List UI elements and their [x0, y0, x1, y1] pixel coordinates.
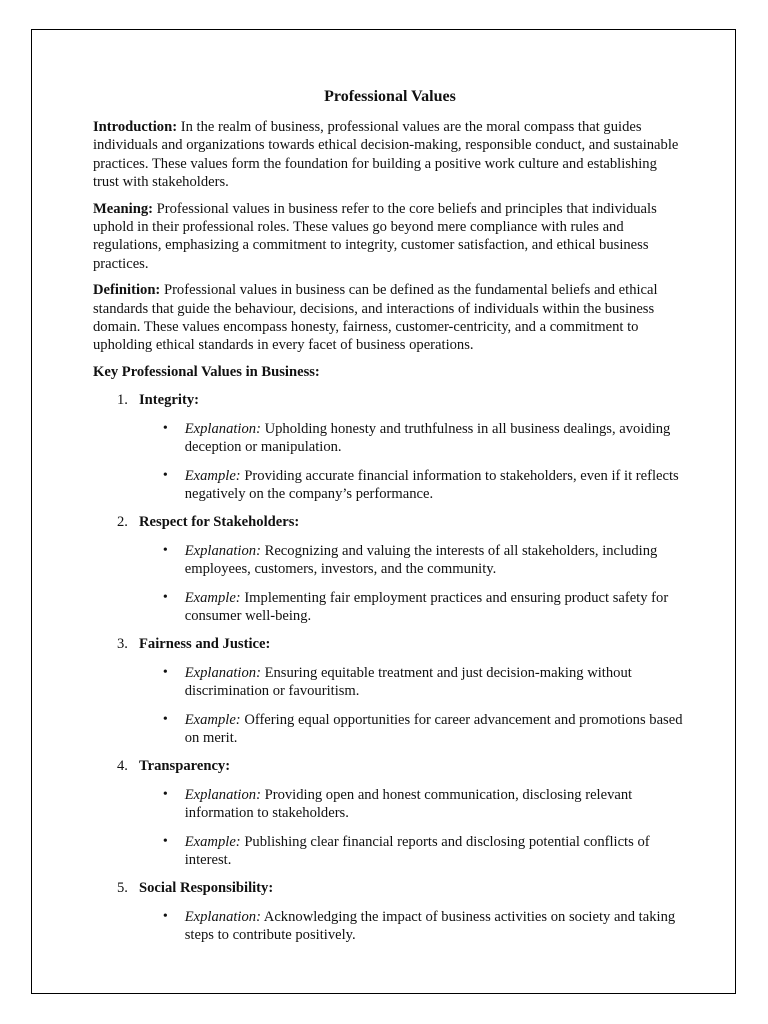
bullet-icon: • [162, 833, 168, 849]
bullet-icon: • [162, 908, 168, 924]
value-points [93, 542, 683, 626]
point-label: Example: [184, 711, 241, 728]
point-body: Recognizing and valuing the interests of all stakeholders, including employees, customers, investors, and the community. [184, 542, 658, 578]
point-label: Explanation: [184, 542, 261, 559]
bullet-icon: • [162, 786, 168, 802]
point-body: Acknowledging the impact of business activities on society and taking steps to contribute positively. [184, 908, 676, 944]
value-point [93, 786, 683, 823]
point-body: Ensuring equitable treatment and just decision-making without discrimination or favouritism. [184, 664, 632, 700]
point-text [185, 711, 683, 748]
point-body: Implementing fair employment practices and ensuring product safety for consumer well-being. [184, 589, 669, 624]
bullet-icon: • [162, 664, 168, 680]
intro-paragraph [93, 118, 683, 192]
value-point [93, 542, 683, 579]
value-number: 5. [117, 880, 128, 897]
value-number: 3. [117, 636, 128, 653]
value-title: Respect for Stakeholders: [139, 514, 300, 531]
meaning-paragraph [93, 200, 683, 274]
value-heading [93, 757, 683, 775]
value-point [93, 420, 683, 457]
value-number: 1. [117, 392, 128, 409]
point-text [185, 786, 683, 823]
intro-label: Introduction: [93, 119, 178, 135]
point-body: Providing open and honest communication, disclosing relevant information to stakeholders. [184, 786, 633, 822]
point-label: Explanation: [184, 908, 261, 925]
point-label: Example: [184, 589, 241, 606]
definition-text: Professional values in business can be defined as the fundamental beliefs and ethical standards that guide the behaviour, decisions, and interactions of individuals within the business domain. These values encompass honesty, fairness, customer-centricity, and a commitment to upholding ethical standards in every facet of business operations. [93, 282, 658, 354]
value-point [93, 664, 683, 701]
bullet-icon: • [162, 589, 168, 605]
value-points [93, 664, 683, 748]
value-heading [93, 879, 683, 897]
key-values-heading: Key Professional Values in Business: [93, 363, 320, 380]
value-item [93, 513, 683, 625]
value-heading [93, 635, 683, 653]
value-number: 4. [117, 758, 128, 775]
bullet-icon: • [162, 711, 168, 727]
bullet-icon: • [162, 467, 168, 483]
value-number: 2. [117, 514, 128, 531]
point-label: Example: [184, 833, 241, 850]
values-list [93, 391, 683, 944]
bullet-icon: • [162, 542, 168, 558]
value-heading [93, 391, 683, 409]
point-text [185, 467, 683, 504]
definition-paragraph [93, 281, 683, 355]
intro-text: In the realm of business, professional values are the moral compass that guides individuals and organizations towards ethical decision-making, responsible conduct, and sustainable practices. These values form the foundation for building a positive work culture and establishing trust with stakeholders. [93, 119, 679, 191]
value-title: Transparency: [139, 758, 231, 775]
point-label: Example: [184, 467, 241, 484]
point-label: Explanation: [184, 420, 261, 437]
point-text [185, 833, 683, 870]
point-text [185, 542, 683, 579]
point-body: Upholding honesty and truthfulness in all business dealings, avoiding deception or manipulation. [184, 420, 671, 456]
value-title: Social Responsibility: [139, 880, 274, 897]
value-item [93, 391, 683, 503]
point-body: Providing accurate financial information to stakeholders, even if it reflects negatively on the company’s performance. [184, 467, 679, 502]
value-item [93, 635, 683, 747]
point-label: Explanation: [184, 786, 261, 803]
value-point [93, 467, 683, 504]
point-text [185, 420, 683, 457]
meaning-label: Meaning: [93, 200, 153, 217]
point-text [185, 908, 683, 945]
point-text [185, 664, 683, 701]
value-point [93, 589, 683, 626]
value-point [93, 908, 683, 945]
point-text [185, 589, 683, 626]
page-title: Professional Values [324, 88, 456, 105]
value-point [93, 711, 683, 748]
value-point [93, 833, 683, 870]
point-body: Offering equal opportunities for career advancement and promotions based on merit. [184, 711, 683, 746]
value-points [93, 420, 683, 504]
point-label: Explanation: [184, 664, 261, 681]
value-points [93, 908, 683, 945]
bullet-icon: • [162, 420, 168, 436]
value-heading [93, 513, 683, 531]
document-body [93, 86, 683, 955]
meaning-text: Professional values in business refer to the core beliefs and principles that individuals uphold in their professional roles. These values go beyond mere compliance with rules and regulations, emphasizing a commitment to integrity, customer satisfaction, and ethical business practices. [93, 200, 657, 272]
value-item [93, 879, 683, 944]
value-title: Fairness and Justice: [139, 636, 271, 653]
value-title: Integrity: [139, 392, 199, 409]
definition-label: Definition: [93, 282, 161, 299]
value-points [93, 786, 683, 870]
value-item [93, 757, 683, 869]
point-body: Publishing clear financial reports and disclosing potential conflicts of interest. [184, 833, 650, 868]
